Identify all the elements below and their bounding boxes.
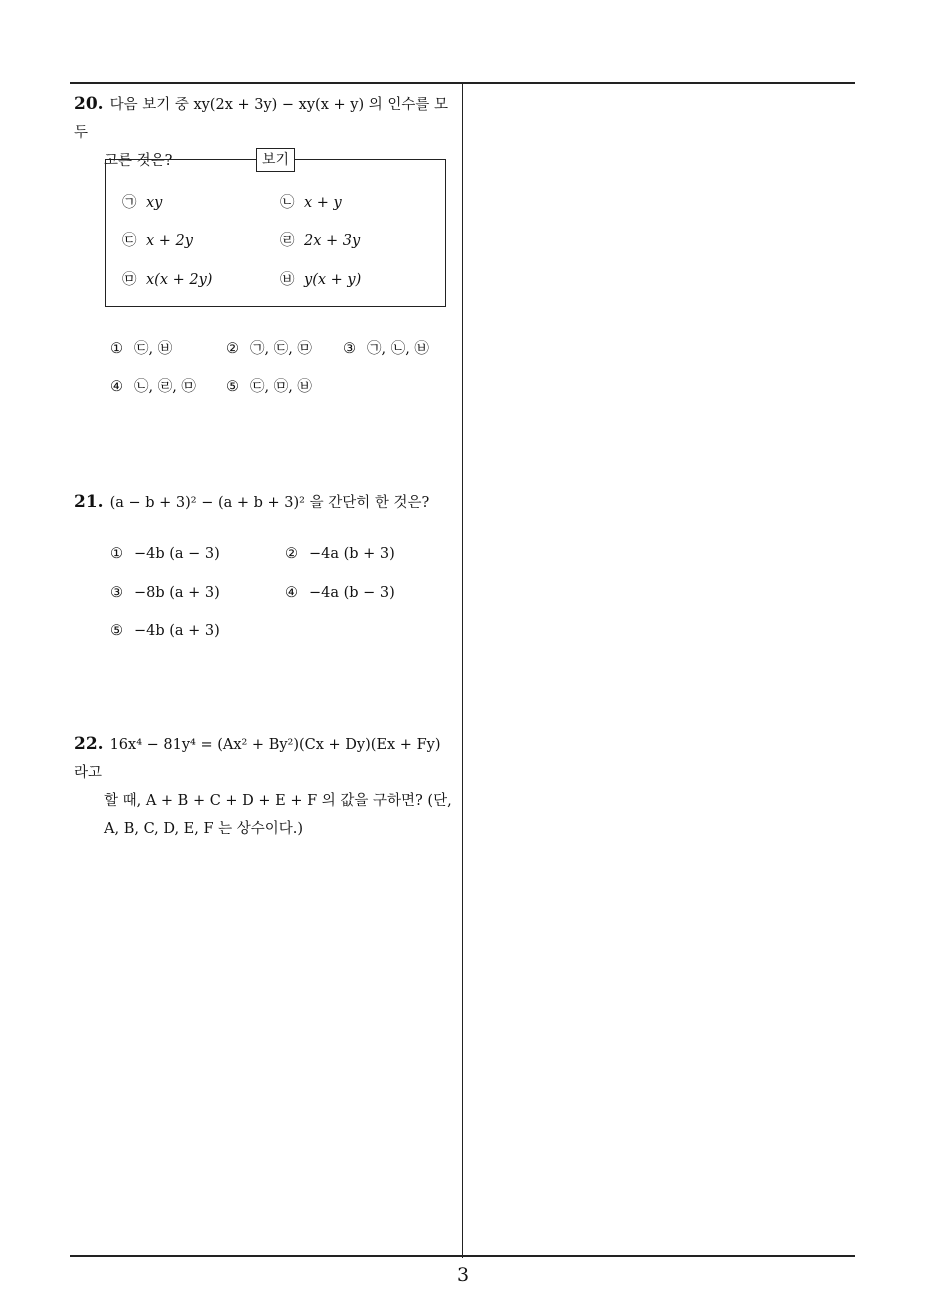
bogi-expression: x + 2y <box>146 233 193 249</box>
question-number: 20. <box>74 94 104 114</box>
question-number: 21. <box>74 492 104 512</box>
choice-marker: ② <box>226 341 239 357</box>
bogi-label: 보기 <box>256 148 295 172</box>
question-text-line-1: 다음 보기 중 xy(2x + 3y) − xy(x + y) 의 인수를 모두 <box>74 97 448 141</box>
choice-marker: ④ <box>285 585 298 601</box>
answer-choice-1[interactable] <box>110 544 220 564</box>
question-22 <box>74 730 458 843</box>
choice-marker: ① <box>110 546 123 562</box>
answer-choice-4[interactable] <box>285 583 395 603</box>
choice-marker: ⑤ <box>110 623 123 639</box>
question-text-line-2: 할 때, A + B + C + D + E + F 의 값을 구하면? (단, <box>104 793 452 809</box>
bogi-item <box>280 231 360 251</box>
choice-text: ㉠, ㉡, ㉥ <box>367 341 429 357</box>
bogi-marker: ㉤ <box>122 272 137 288</box>
column-divider <box>462 82 463 1258</box>
answer-choice-1[interactable] <box>110 339 172 359</box>
question-text-line-3: A, B, C, D, E, F 는 상수이다.) <box>104 821 304 837</box>
choice-text: ㉢, ㉥ <box>134 341 173 357</box>
choice-marker: ⑤ <box>226 379 239 395</box>
bottom-rule <box>70 1255 855 1257</box>
choice-marker: ② <box>285 546 298 562</box>
answer-choice-4[interactable] <box>110 377 196 397</box>
bogi-item <box>122 231 193 251</box>
choice-marker: ① <box>110 341 123 357</box>
bogi-item <box>280 193 342 213</box>
bogi-item <box>122 193 162 213</box>
bogi-marker: ㉠ <box>122 195 137 211</box>
bogi-marker: ㉣ <box>280 233 295 249</box>
question-21 <box>74 488 458 517</box>
choice-marker: ③ <box>343 341 356 357</box>
choice-marker: ③ <box>110 585 123 601</box>
bogi-expression: 2x + 3y <box>304 233 361 249</box>
question-text-line-2: 고른 것은? <box>104 153 173 169</box>
choice-text: −4b (a − 3) <box>134 546 220 562</box>
choice-text: ㉠, ㉢, ㉤ <box>250 341 312 357</box>
choice-marker: ④ <box>110 379 123 395</box>
choice-text: −4a (b + 3) <box>309 546 395 562</box>
choice-text: −4b (a + 3) <box>134 623 220 639</box>
bogi-marker: ㉢ <box>122 233 137 249</box>
bogi-expression: xy <box>146 195 163 211</box>
choice-text: ㉢, ㉤, ㉥ <box>250 379 312 395</box>
choice-text: −8b (a + 3) <box>134 585 220 601</box>
question-text-line-1: 16x⁴ − 81y⁴ = (Ax² + By²)(Cx + Dy)(Ex + Fy) 라고 <box>74 737 441 781</box>
answer-choice-3[interactable] <box>343 339 429 359</box>
bogi-marker: ㉥ <box>280 272 295 288</box>
answer-choice-2[interactable] <box>285 544 395 564</box>
question-text-line-1: (a − b + 3)² − (a + b + 3)² 을 간단히 한 것은? <box>109 495 430 511</box>
answer-choice-3[interactable] <box>110 583 220 603</box>
bogi-expression: y(x + y) <box>304 272 362 288</box>
bogi-marker: ㉡ <box>280 195 295 211</box>
answer-choice-5[interactable] <box>226 377 312 397</box>
bogi-expression: x(x + 2y) <box>146 272 213 288</box>
page-number: 3 <box>456 1264 470 1286</box>
answer-choice-2[interactable] <box>226 339 312 359</box>
bogi-expression: x + y <box>304 195 342 211</box>
answer-choice-5[interactable] <box>110 621 220 641</box>
choice-text: ㉡, ㉣, ㉤ <box>134 379 196 395</box>
question-number: 22. <box>74 734 104 754</box>
bogi-item <box>280 270 361 290</box>
bogi-item <box>122 270 212 290</box>
choice-text: −4a (b − 3) <box>309 585 395 601</box>
